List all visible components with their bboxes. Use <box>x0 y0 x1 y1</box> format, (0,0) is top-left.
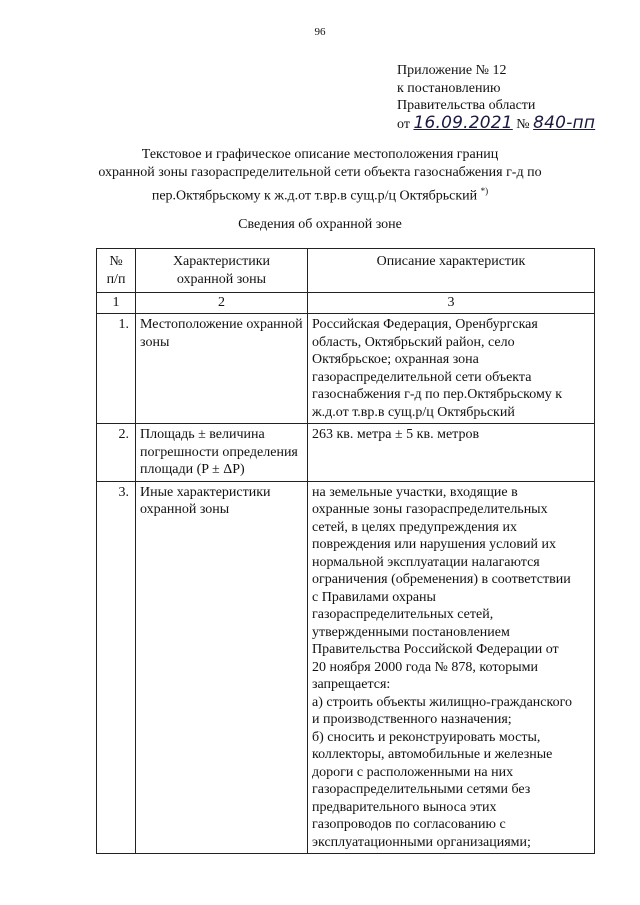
from-prefix: от <box>397 116 410 132</box>
description-line: а) строить объекты жилищно-гражданского <box>312 694 572 710</box>
column-number-row <box>97 293 595 314</box>
header-characteristic-line-2: охранной зоны <box>176 271 267 287</box>
description-line: ограничения (обременения) в соответствии <box>312 572 571 587</box>
description-line: коллекторы, автомобильные и железные <box>312 747 553 762</box>
row-characteristic: Площадь ± величина погрешности определения площади (P ± ΔP) <box>136 424 308 482</box>
row-description <box>308 481 595 854</box>
description-line: область, Октябрьский район, село <box>312 334 515 350</box>
column-number-1: 1 <box>97 293 136 314</box>
header-num-line-1: № <box>109 254 123 269</box>
title-line-3 <box>0 182 640 206</box>
row-number: 2. <box>97 424 136 482</box>
description-line: нормальной эксплуатации налагаются <box>312 554 540 570</box>
description-line: сетей, в целях предупреждения их <box>312 519 517 535</box>
number-sign: № <box>516 116 530 132</box>
row-characteristic: Иные характеристики охранной зоны <box>136 481 308 854</box>
appendix-line-2: к постановлению <box>397 80 501 96</box>
row-description <box>308 424 595 482</box>
description-line: Российская Федерация, Оренбургская <box>312 317 538 332</box>
appendix-line-1: Приложение № 12 <box>397 63 507 78</box>
description-line: с Правилами охраны <box>312 589 436 605</box>
appendix-date-line <box>397 112 596 134</box>
description-line: эксплуатационными организациями; <box>312 834 531 850</box>
description-line: охранные зоны газораспределительных <box>312 502 548 517</box>
row-description <box>308 314 595 424</box>
table-row <box>97 481 595 854</box>
column-number-2: 2 <box>136 293 308 314</box>
description-line: 20 ноября 2000 года № 878, которыми <box>312 659 539 675</box>
appendix-line-3: Правительства области <box>397 98 536 113</box>
description-line: 263 кв. метра ± 5 кв. метров <box>312 427 480 442</box>
description-line: газораспределительными сетями без <box>312 782 531 797</box>
description-line: газопроводов по согласованию с <box>312 817 506 832</box>
header-description: Описание характеристик <box>308 249 595 293</box>
footnote-mark: *) <box>480 186 489 196</box>
description-line: дороги с расположенными на них <box>312 764 514 780</box>
section-title: Сведения об охранной зоне <box>238 217 402 232</box>
description-line: газораспределительной сети объекта <box>312 369 532 385</box>
description-line: утвержденными постановлением <box>312 624 510 640</box>
description-line: газоснабжения г-д по пер.Октябрьскому к <box>312 387 563 402</box>
description-line: на земельные участки, входящие в <box>312 484 518 500</box>
protection-zone-table <box>96 248 595 854</box>
document-title <box>0 146 640 206</box>
description-line: повреждения или нарушения условий их <box>312 537 556 552</box>
description-line: и производственного назначения; <box>312 712 512 727</box>
header-num <box>97 249 136 293</box>
description-line: Октябрьское; охранная зона <box>312 352 479 367</box>
description-line: ж.д.от т.вр.в сущ.р/ц Октябрьский <box>312 404 515 420</box>
header-characteristic-line-1: Характеристики <box>172 254 271 269</box>
description-line: б) сносить и реконструировать мосты, <box>312 729 541 745</box>
column-number-3: 3 <box>308 293 595 314</box>
handwritten-number: 840-пп <box>533 112 596 133</box>
table-header-row <box>97 249 595 293</box>
table-row <box>97 424 595 482</box>
description-line: предварительного выноса этих <box>312 799 497 815</box>
title-line-1: Текстовое и графическое описание местоположения границ <box>141 147 499 162</box>
row-number: 3. <box>97 481 136 854</box>
description-line: запрещается: <box>312 677 391 692</box>
handwritten-date: 16.09.2021 <box>413 112 513 133</box>
table-row <box>97 314 595 424</box>
row-characteristic: Местоположение охранной зоны <box>136 314 308 424</box>
page-number: 96 <box>314 26 326 38</box>
row-number: 1. <box>97 314 136 424</box>
header-characteristic <box>136 249 308 293</box>
appendix-block <box>397 62 595 133</box>
header-num-line-2: п/п <box>106 271 126 287</box>
title-line-2: охранной зоны газораспределительной сети объекта газоснабжения г-д по <box>98 165 542 180</box>
description-line: Правительства Российской Федерации от <box>312 642 559 657</box>
title-line-3-text: пер.Октябрьскому к ж.д.от т.вр.в сущ.р/ц Октябрьский <box>151 188 478 204</box>
description-line: газораспределительных сетей, <box>312 607 494 622</box>
